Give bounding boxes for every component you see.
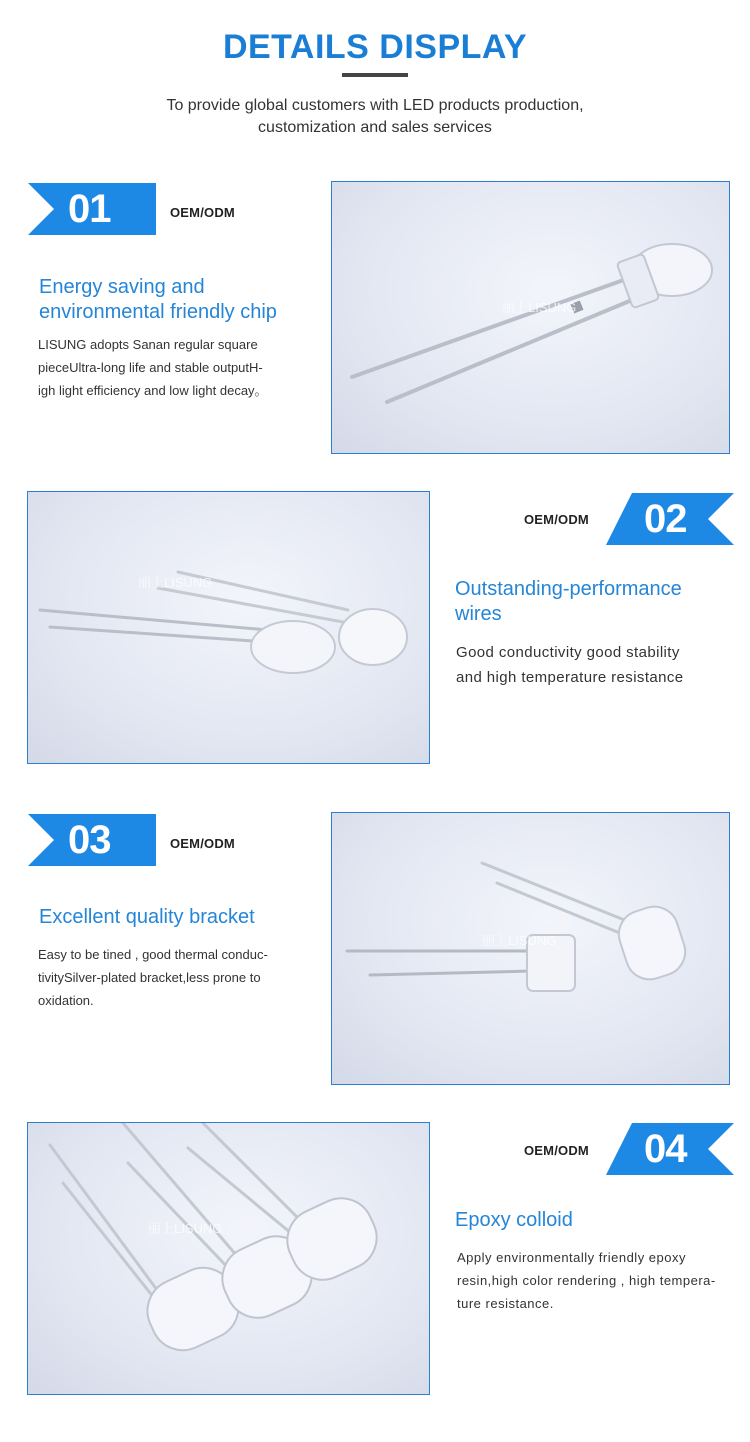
oem-odm-tag: OEM/ODM	[170, 205, 235, 220]
description-line-2: and high temperature resistance	[456, 669, 684, 686]
section-number: 02	[644, 497, 687, 541]
feature-title	[455, 577, 735, 627]
oem-odm-tag: OEM/ODM	[524, 512, 589, 527]
description-line-1: Apply environmentally friendly epoxy	[457, 1250, 686, 1265]
feature-title-line-2: environmental friendly chip	[39, 301, 277, 323]
feature-title	[455, 1208, 735, 1233]
oem-odm-tag: OEM/ODM	[524, 1143, 589, 1158]
section-number-badge	[28, 814, 156, 866]
led-product-photo	[27, 1122, 430, 1395]
brand-watermark: 丽上LISUNG	[138, 575, 213, 590]
description-line-3: ture resistance.	[457, 1296, 554, 1311]
led-illustration	[28, 492, 429, 763]
section-number: 03	[68, 818, 111, 862]
section-number-badge	[606, 493, 734, 545]
feature-title	[39, 905, 319, 930]
feature-description	[38, 943, 313, 1012]
led-illustration	[332, 182, 729, 453]
brand-watermark: 丽上LISUNG	[482, 933, 557, 948]
feature-description	[456, 640, 741, 690]
feature-description	[457, 1246, 737, 1315]
section-number: 01	[68, 187, 111, 231]
description-line-2: pieceUltra-long life and stable outputH-	[38, 360, 263, 375]
feature-description	[38, 333, 308, 402]
brand-watermark: 丽上LISUNG	[148, 1221, 223, 1236]
description-line-3: igh light efficiency and low light decay。	[38, 383, 268, 398]
feature-title-line-1: Excellent quality bracket	[39, 906, 255, 928]
description-line-1: Good conductivity good stability	[456, 644, 680, 661]
led-product-photo	[331, 181, 730, 454]
feature-title	[39, 275, 319, 325]
led-illustration	[28, 1123, 429, 1394]
title-underline	[342, 73, 408, 77]
feature-title-line-1: Outstanding-performance	[455, 578, 682, 600]
subtitle-line-1: To provide global customers with LED products production,	[166, 97, 584, 114]
description-line-1: LISUNG adopts Sanan regular square	[38, 337, 258, 352]
description-line-1: Easy to be tined , good thermal conduc-	[38, 947, 268, 962]
section-number-badge	[28, 183, 156, 235]
description-line-2: resin,high color rendering , high tempera-	[457, 1273, 716, 1288]
feature-title-line-1: Epoxy colloid	[455, 1209, 573, 1231]
description-line-2: tivitySilver-plated bracket,less prone to	[38, 970, 261, 985]
description-line-3: oxidation.	[38, 993, 94, 1008]
page-title: DETAILS DISPLAY	[222, 28, 528, 66]
section-number-badge	[606, 1123, 734, 1175]
section-number: 04	[644, 1127, 687, 1171]
led-illustration	[332, 813, 729, 1084]
feature-title-line-2: wires	[455, 603, 502, 625]
brand-watermark: 丽上LISUNG	[502, 300, 577, 315]
led-product-photo	[27, 491, 430, 764]
page-subtitle	[0, 95, 750, 139]
led-product-photo	[331, 812, 730, 1085]
feature-title-line-1: Energy saving and	[39, 276, 205, 298]
subtitle-line-2: customization and sales services	[258, 119, 492, 136]
oem-odm-tag: OEM/ODM	[170, 836, 235, 851]
